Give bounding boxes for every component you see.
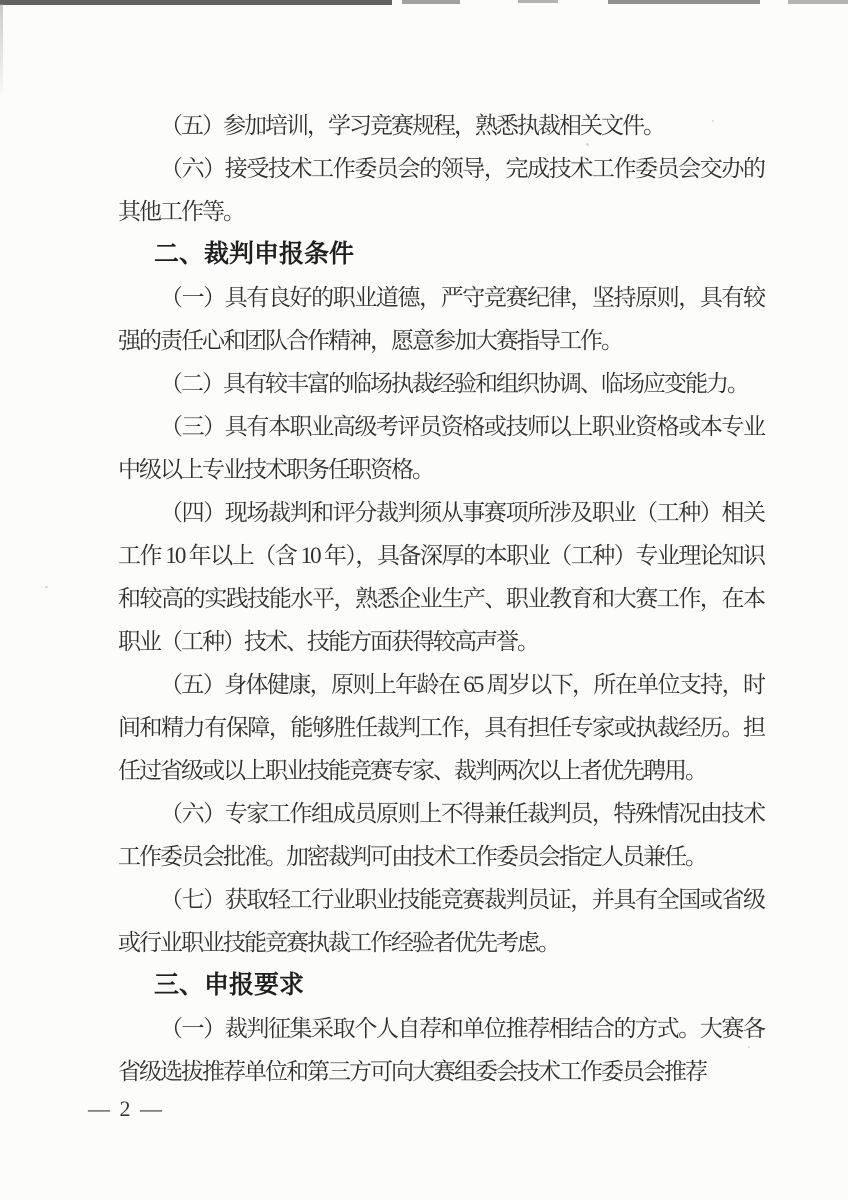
paragraph-cond-4: （四）现场裁判和评分裁判须从事赛项所涉及职业（工种）相关工作 10 年以上（含 10 年），具备深厚的本职业（工种）专业理论知识和较高的实践技能水平，熟悉企业生产、职业教育和大赛工作，在本职业（工种）技术、技能方面获得较高声誉。 (118, 500, 764, 654)
page-number: — 2 — (88, 1096, 164, 1121)
document-body (118, 104, 764, 1093)
paragraph-req-1: （一）裁判征集采取个人自荐和单位推荐相结合的方式。大赛各省级选拔推荐单位和第三方可向大赛组委会技术工作委员会推荐 (118, 1016, 764, 1084)
paragraph-item-6: （六）接受技术工作委员会的领导，完成技术工作委员会交办的其他工作等。 (118, 156, 764, 224)
scan-artifact-left-edge (0, 4, 3, 100)
section-heading-3: 三、申报要求 (154, 971, 305, 999)
section-heading-2: 二、裁判申报条件 (154, 240, 355, 268)
scan-artifact-top-edge (402, 0, 460, 4)
paragraph-cond-5: （五）身体健康，原则上年龄在 65 周岁以下，所在单位支持，时间和精力有保障，能够胜任裁判工作，具有担任专家或执裁经历。担任过省级或以上职业技能竞赛专家、裁判两次以上者优先聘用。 (118, 672, 764, 783)
scan-artifact-top-edge (608, 0, 760, 4)
scan-artifact-top-edge (0, 0, 392, 5)
scan-artifact-top-edge (788, 0, 848, 4)
scan-artifact-top-edge (518, 0, 558, 3)
paragraph-cond-7: （七）获取轻工行业职业技能竞赛裁判员证，并具有全国或省级或行业职业技能竞赛执裁工作经验者优先考虑。 (118, 887, 764, 955)
paragraph-cond-6: （六）专家工作组成员原则上不得兼任裁判员，特殊情况由技术工作委员会批准。加密裁判可由技术工作委员会指定人员兼任。 (118, 801, 764, 869)
scan-speck (45, 586, 48, 588)
paragraph-cond-2: （二）具有较丰富的临场执裁经验和组织协调、临场应变能力。 (160, 371, 748, 396)
paragraph-cond-1: （一）具有良好的职业道德，严守竞赛纪律，坚持原则，具有较强的责任心和团队合作精神，愿意参加大赛指导工作。 (118, 285, 764, 353)
paragraph-item-5: （五）参加培训，学习竞赛规程，熟悉执裁相关文件。 (160, 113, 664, 138)
paragraph-cond-3: （三）具有本职业高级考评员资格或技师以上职业资格或本专业中级以上专业技术职务任职资格。 (118, 414, 764, 482)
